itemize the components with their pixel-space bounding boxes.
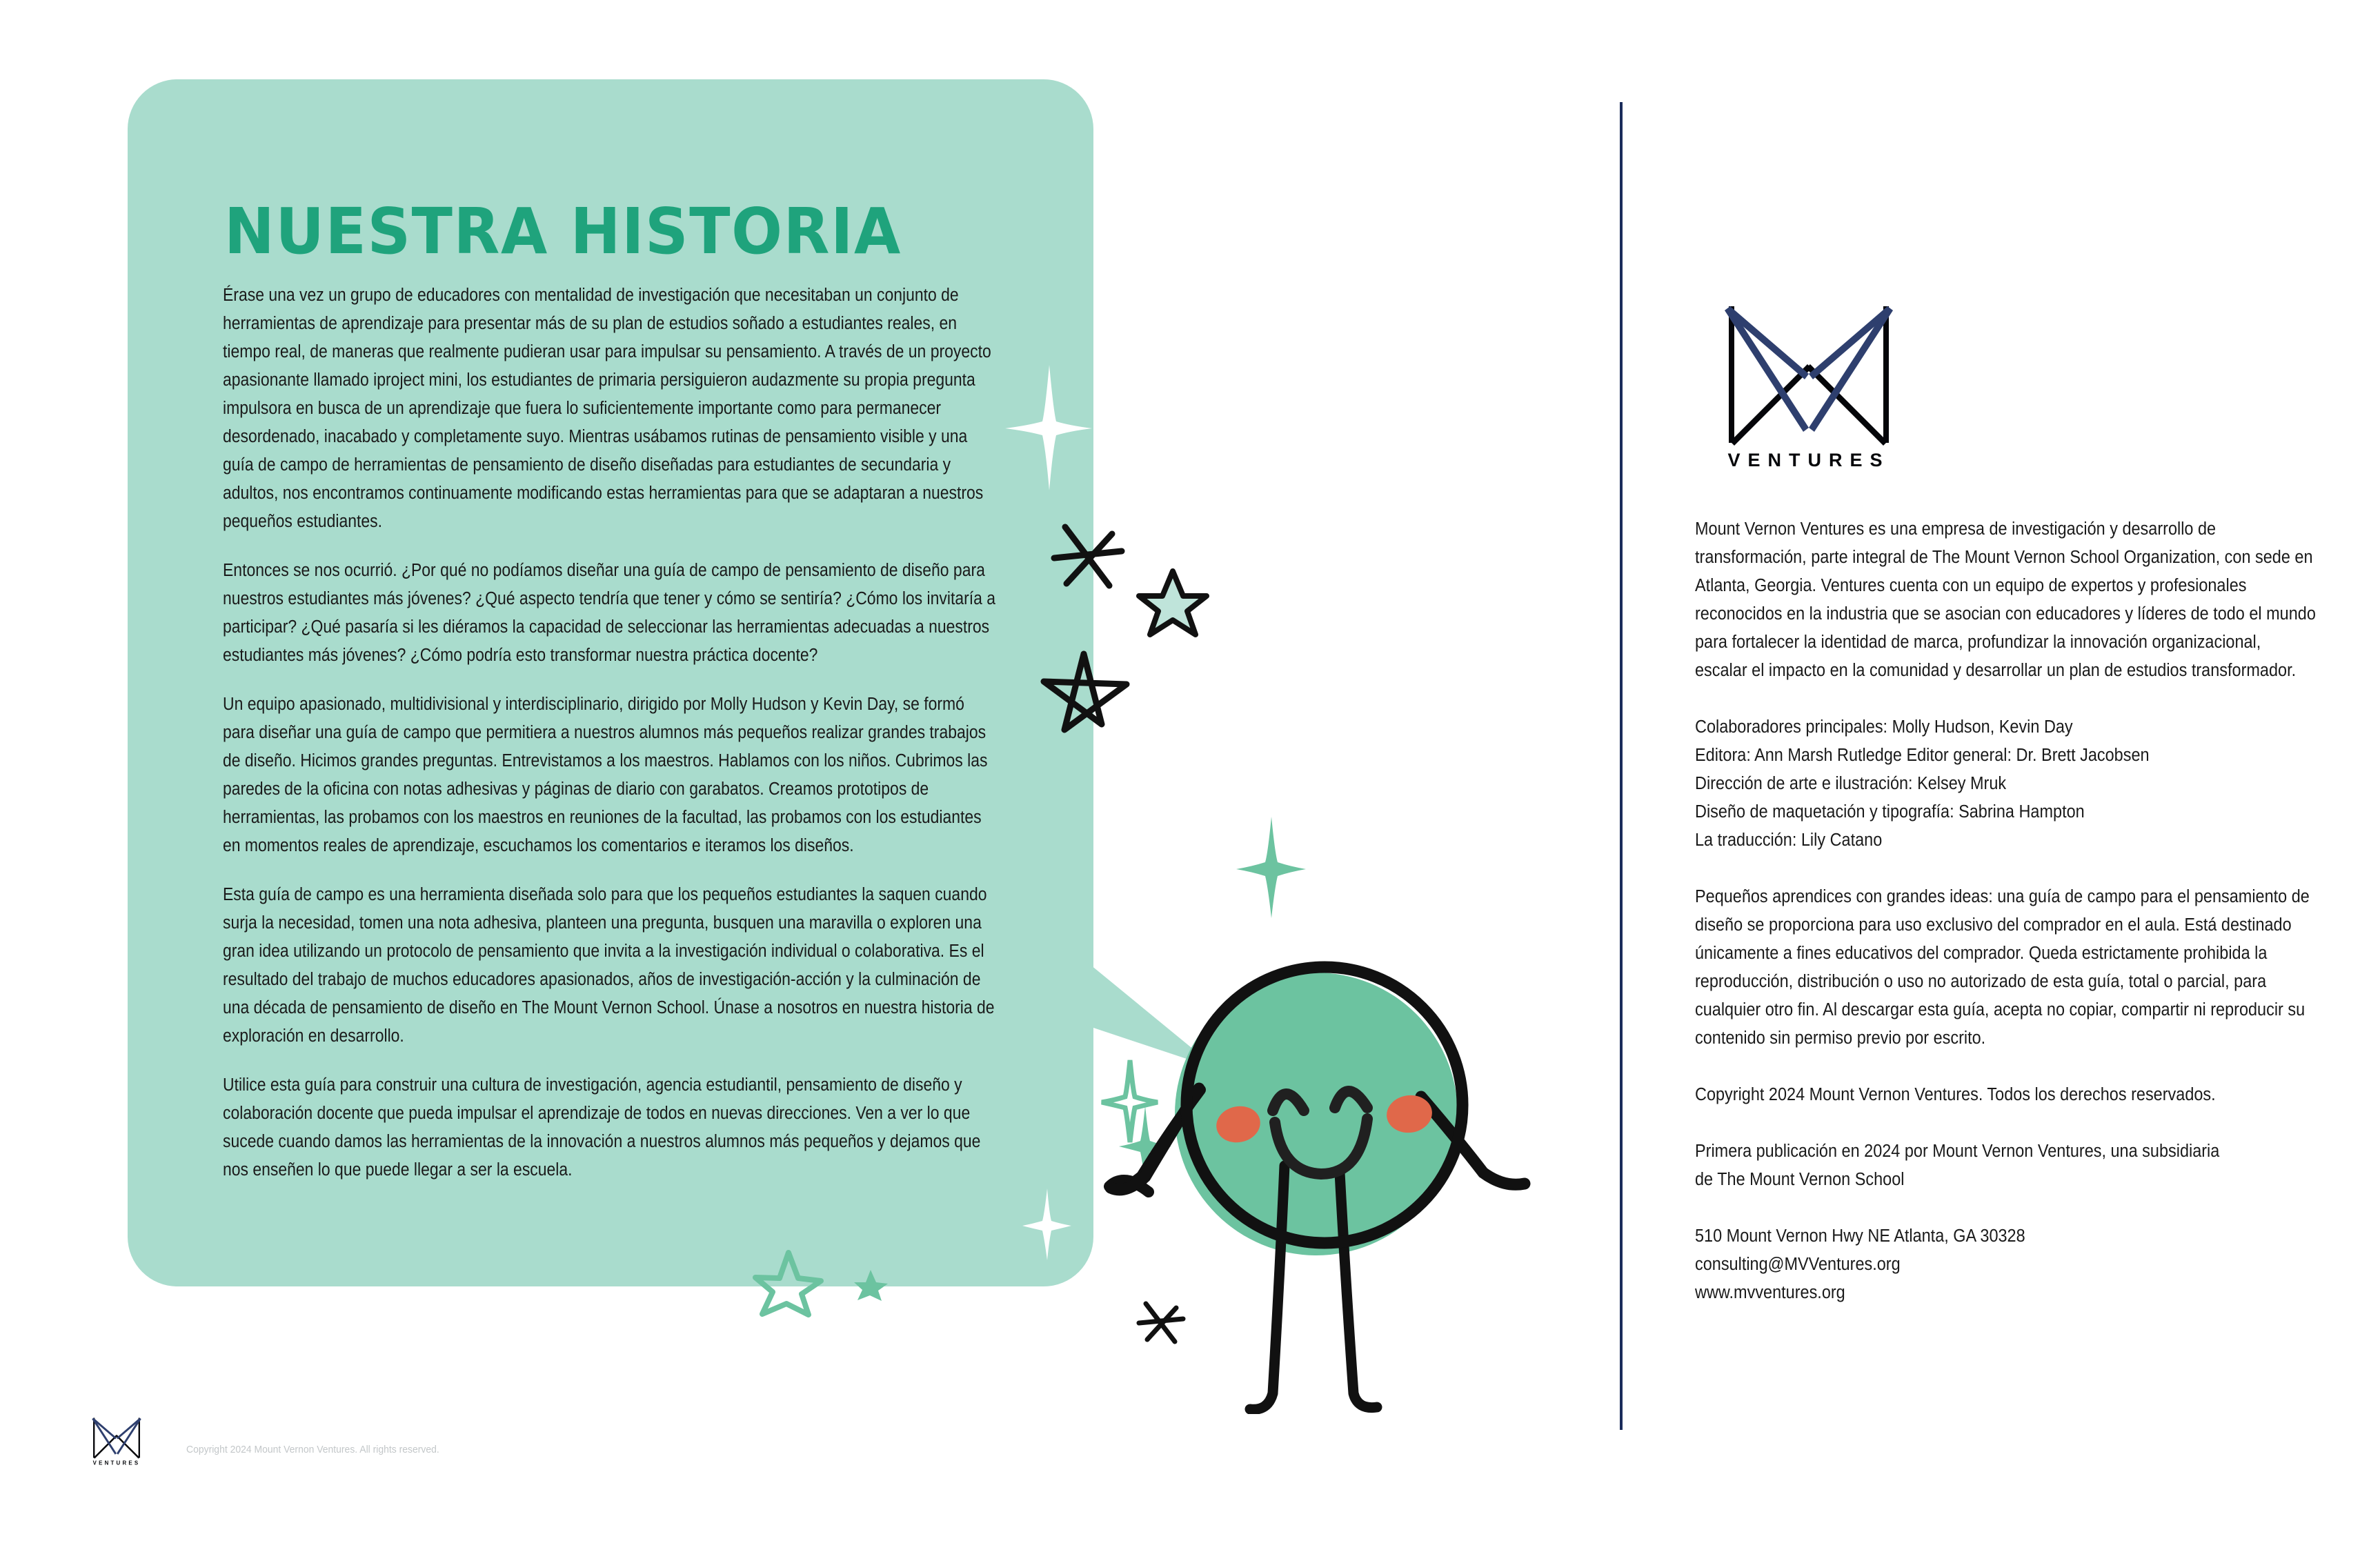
- copyright-line: [1695, 1081, 2316, 1109]
- mount-vernon-ventures-logo: [1712, 297, 1905, 469]
- story-paragraph: Entonces se nos ocurrió. ¿Por qué no podíamos diseñar una guía de campo de pensamiento de diseño para nuestros estudiantes más jóvenes? ¿Qué aspecto tendría que tener y cómo se sentiría? ¿Cómo los invitaría a participar? ¿Qué pasaría si les diéramos la capacidad de seleccionar las herramientas adecuadas a nuestros estudiantes más jóvenes? ¿Cómo podría esto transformar nuestra práctica docente?: [223, 561, 996, 665]
- footer-logo-wordmark: VENTURES: [92, 1460, 141, 1466]
- about-paragraph: Mount Vernon Ventures es una empresa de investigación y desarrollo de transformación, parte integral de The Mount Vernon School Organization, con sede en Atlanta, Georgia. Ventures cuenta con un equipo de expertos y profesionales reconocidos en la industria que se asocian con educadores y líderes de todo el mundo para fortalecer la identidad de marca, profundizar la innovación organizacional, escalar el impacto en la comunidad y desarrollar un plan de estudios transformador.: [1695, 519, 2316, 680]
- story-body-text: [223, 281, 999, 1184]
- credit-line: Diseño de maquetación y tipografía: Sabrina Hampton: [1695, 802, 2085, 822]
- smiling-green-character: [1097, 917, 1580, 1414]
- email-line[interactable]: consulting@MVVentures.org: [1695, 1255, 1901, 1274]
- story-paragraph: Un equipo apasionado, multidivisional y interdisciplinario, dirigido por Molly Hudson y Kevin Day, se formó para diseñar una guía de campo que permitiera a nuestros alumnos más pequeños realizar grandes trabajos de diseño. Hicimos grandes preguntas. Entrevistamos a los maestros. Hablamos con los niños. Cubrimos las paredes de la oficina con notas adhesivas y páginas de diario con garabatos. Creamos prototipos de herramientas, las probamos con los maestros en reuniones de la facultad, las probamos con los estudiantes en momentos reales de aprendizaje, escuchamos los comentarios e iteramos los diseños.: [223, 695, 988, 855]
- star-mint-filled-icon: [1135, 566, 1211, 638]
- copyright-text: Copyright 2024 Mount Vernon Ventures. Todos los derechos reservados.: [1695, 1085, 2216, 1104]
- contact-info: [1695, 1222, 2316, 1307]
- license-paragraph: Pequeños aprendices con grandes ideas: una guía de campo para el pensamiento de diseño se proporciona para uso exclusivo del comprador en el aula. Está destinado únicamente a fines educativos del comprador. Queda estrictamente prohibida la reproducción, distribución o uso no autorizado de esta guía, total o parcial, para cualquier otro fin. Al descargar esta guía, acepta no copiar, compartir ni reproducir su contenido sin permiso previo por escrito.: [1695, 887, 2310, 1048]
- credit-line: Dirección de arte e ilustración: Kelsey Mruk: [1695, 774, 2007, 793]
- logo-wordmark: VENTURES: [1727, 450, 1890, 469]
- footer-logo: [88, 1409, 145, 1472]
- story-paragraph: Utilice esta guía para construir una cultura de investigación, agencia estudiantil, pensamiento de diseño y colaboración docente que pueda impulsar el aprendizaje de todos en nuevas direcciones. Ven a ver lo que sucede cuando damos las herramientas de la innovación a nuestros alumnos más pequeños y dejamos que nos enseñen lo que puede llegar a ser la escuela.: [223, 1075, 981, 1180]
- column-divider: [1620, 102, 1623, 1430]
- address-line: 510 Mount Vernon Hwy NE Atlanta, GA 30328: [1695, 1226, 2025, 1246]
- story-paragraph: Esta guía de campo es una herramienta diseñada solo para que los pequeños estudiantes la saquen cuando surja la necesidad, tomen una nota adhesiva, planteen una pregunta, busquen una maravilla o exploren una gran idea utilizando un protocolo de pensamiento que invita a la investigación individual o colaborativa. Es el resultado del trabajo de muchos educadores apasionados, años de investigación-acción y la culminación de una década de pensamiento de diseño en The Mount Vernon School. Únase a nosotros en nuestra historia de exploración en desarrollo.: [223, 885, 995, 1046]
- page-title: NUESTRA HISTORIA: [224, 195, 902, 269]
- credit-line: La traducción: Lily Catano: [1695, 830, 1883, 850]
- story-paragraph: Érase una vez un grupo de educadores con mentalidad de investigación que necesitaban un conjunto de herramientas de aprendizaje para presentar más de su plan de estudios soñado a estudiantes reales, en tiempo real, de maneras que realmente pudieran usar para impulsar su pensamiento. A través de un proyecto apasionante llamado iproject mini, los estudiantes de primaria persiguieron audazmente su propia pregunta impulsora en busca de un aprendizaje que fuera lo suficientemente importante como para permanecer desordenado, inacabado y completamente suyo. Mientras usábamos rutinas de pensamiento visible y una guía de campo de herramientas de pensamiento de diseño diseñadas para estudiantes de secundaria y adultos, nos encontramos continuamente modificando estas herramientas para que se adaptaran a nuestros pequeños estudiantes.: [223, 286, 991, 531]
- credit-line: Editora: Ann Marsh Rutledge Editor general: Dr. Brett Jacobsen: [1695, 746, 2150, 765]
- website-line[interactable]: www.mvventures.org: [1695, 1283, 1845, 1302]
- publication-info: [1695, 1137, 2316, 1194]
- credits-list: [1695, 713, 2316, 855]
- publication-line: de The Mount Vernon School: [1695, 1170, 1905, 1189]
- footer-copyright: Copyright 2024 Mount Vernon Ventures. All rights reserved.: [186, 1444, 439, 1455]
- publication-line: Primera publicación en 2024 por Mount Vernon Ventures, una subsidiaria: [1695, 1142, 2220, 1161]
- credit-line: Colaboradores principales: Molly Hudson, Kevin Day: [1695, 717, 2073, 737]
- colophon-column: [1695, 297, 2316, 1335]
